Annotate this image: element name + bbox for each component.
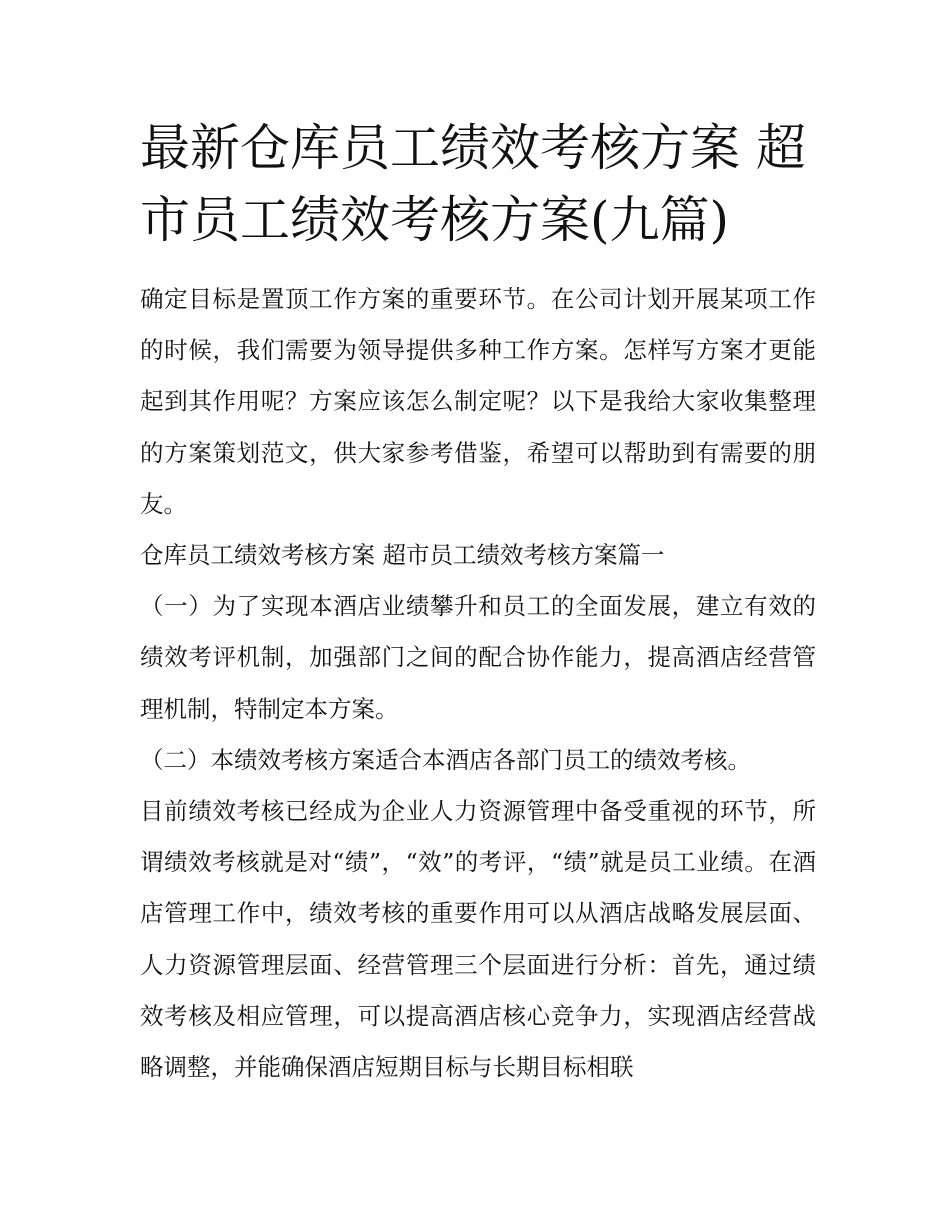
document-title: 最新仓库员工绩效考核方案 超市员工绩效考核方案(九篇)	[140, 119, 806, 249]
body-paragraph-1: （一）为了实现本酒店业绩攀升和员工的全面发展，建立有效的绩效考评机制，加强部门之间的配合协作能力，提高酒店经营管理机制，特制定本方案。	[140, 592, 816, 723]
body-paragraph-3: 目前绩效考核已经成为企业人力资源管理中备受重视的环节，所谓绩效考核就是对“绩”，“效”的考评，“绩”就是员工业绩。在酒店管理工作中，绩效考核的重要作用可以从酒店战略发展层面、人力资源管理层面、经营管理三个层面进行分析：首先，通过绩效考核及相应管理，可以提高酒店核心竞争力，实现酒店经营战略调整，并能确保酒店短期目标与长期目标相联	[140, 797, 816, 1082]
intro-paragraph: 确定目标是置顶工作方案的重要环节。在公司计划开展某项工作的时候，我们需要为领导提供多种工作方案。怎样写方案才更能起到其作用呢？方案应该怎么制定呢？以下是我给大家收集整理的方案策划范文，供大家参考借鉴，希望可以帮助到有需要的朋友。	[140, 285, 816, 518]
section-heading: 仓库员工绩效考核方案 超市员工绩效考核方案篇一	[140, 541, 665, 570]
body-paragraph-2: （二）本绩效考核方案适合本酒店各部门员工的绩效考核。	[140, 745, 751, 774]
document-page	[140, 112, 816, 1093]
